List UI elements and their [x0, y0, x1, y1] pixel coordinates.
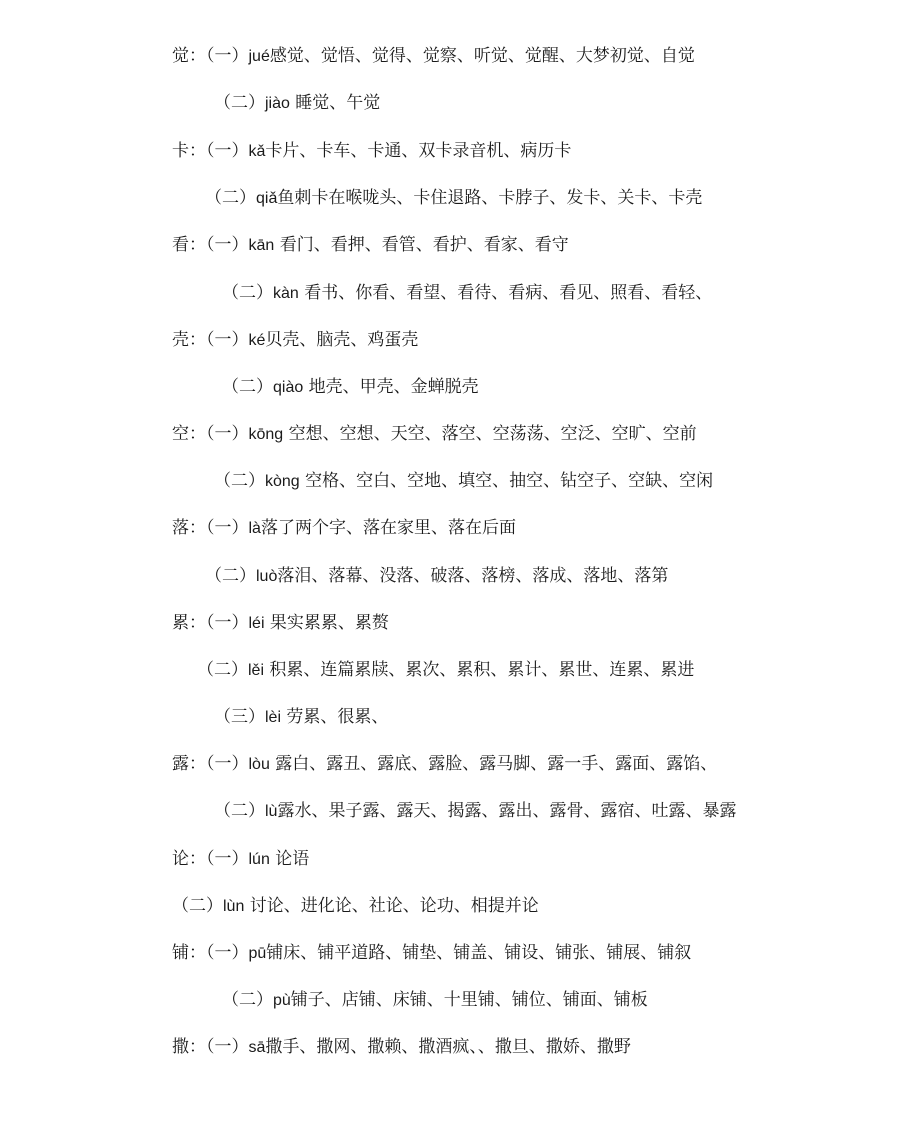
example-words: 空格、空白、空地、填空、抽空、钻空子、空缺、空闲 [299, 471, 714, 491]
example-words: 落泪、落幕、没落、破落、落榜、落成、落地、落第 [277, 566, 669, 586]
reading-number: （一） [206, 141, 249, 161]
pinyin: kōng [248, 426, 284, 443]
example-words: 睡觉、午觉 [289, 93, 381, 113]
reading-number: （一） [206, 424, 249, 444]
reading-number: （一） [206, 46, 249, 66]
pinyin: lùn [223, 898, 245, 915]
entry-character: 撒： [172, 1037, 206, 1057]
entry-character: 铺： [172, 943, 206, 963]
entry-character: 空： [172, 424, 206, 444]
entry-line [172, 941, 691, 965]
example-words: 露白、露丑、露底、露脸、露马脚、露一手、露面、露馅、 [269, 754, 718, 774]
reading-number: （二） [214, 471, 265, 491]
reading-number: （一） [206, 235, 249, 255]
entry-line [205, 186, 702, 210]
reading-number: （一） [206, 1037, 249, 1057]
pinyin: lèi [265, 709, 282, 726]
example-words: 感觉、觉悟、觉得、觉察、听觉、觉醒、大梦初觉、自觉 [269, 46, 695, 66]
entry-line [205, 564, 668, 588]
example-words: 地壳、甲壳、金蝉脱壳 [303, 377, 479, 397]
entry-line [172, 139, 571, 163]
reading-number: （一） [206, 943, 249, 963]
reading-number: （一） [206, 518, 249, 538]
reading-number: （二） [222, 283, 273, 303]
pinyin: lù [265, 803, 278, 820]
entry-line [172, 516, 516, 540]
pinyin: kàn [273, 285, 299, 302]
reading-number: （二） [205, 566, 256, 586]
pinyin: kān [248, 237, 275, 254]
example-words: 空想、空想、天空、落空、空荡荡、空泛、空旷、空前 [283, 424, 697, 444]
pinyin: kǎ [248, 143, 266, 160]
reading-number: （二） [214, 93, 265, 113]
example-words: 看书、你看、看望、看待、看病、看见、照看、看轻、 [298, 283, 713, 303]
entry-character: 卡： [172, 141, 206, 161]
entry-line [197, 658, 694, 682]
entry-character: 壳： [172, 330, 206, 350]
entry-line [172, 44, 695, 68]
entry-line [172, 233, 569, 257]
reading-number: （二） [197, 660, 248, 680]
pinyin: luò [256, 568, 278, 585]
example-words: 果实累累、累赘 [264, 613, 389, 633]
reading-number: （二） [222, 377, 273, 397]
example-words: 露水、果子露、露天、揭露、露出、露骨、露宿、吐露、暴露 [277, 801, 737, 821]
pinyin: ké [248, 332, 266, 349]
entry-character: 看： [172, 235, 206, 255]
entry-line [172, 422, 697, 446]
pinyin: qiǎ [256, 190, 278, 207]
entry-line [214, 705, 388, 729]
entry-line [214, 469, 713, 493]
pinyin: lún [248, 851, 270, 868]
reading-number: （二） [222, 990, 273, 1010]
reading-number: （一） [206, 849, 249, 869]
example-words: 铺子、店铺、床铺、十里铺、铺位、铺面、铺板 [290, 990, 648, 1010]
pinyin: qiào [273, 379, 304, 396]
pinyin: pū [248, 945, 267, 962]
pinyin: là [248, 520, 261, 537]
entry-line [222, 375, 479, 399]
example-words: 看门、看押、看管、看护、看家、看守 [274, 235, 569, 255]
entry-line [222, 281, 712, 305]
reading-number: （一） [206, 754, 249, 774]
pinyin: sā [248, 1039, 266, 1056]
pinyin: pù [273, 992, 291, 1009]
pinyin: léi [248, 615, 265, 632]
entry-line [222, 988, 648, 1012]
reading-number: （一） [206, 330, 249, 350]
entry-line [172, 328, 418, 352]
reading-number: （三） [214, 707, 265, 727]
example-words: 贝壳、脑壳、鸡蛋壳 [265, 330, 419, 350]
entry-line [172, 894, 539, 918]
example-words: 撒手、撒网、撒赖、撒酒疯、、撒旦、撒娇、撒野 [265, 1037, 631, 1057]
entry-line [172, 1035, 631, 1059]
pinyin: kòng [265, 473, 300, 490]
example-words: 劳累、很累、 [281, 707, 389, 727]
reading-number: （二） [172, 896, 223, 916]
example-words: 落了两个字、落在家里、落在后面 [260, 518, 516, 538]
entry-character: 落： [172, 518, 206, 538]
example-words: 讨论、进化论、社论、论功、相提并论 [244, 896, 539, 916]
example-words: 卡片、卡车、卡通、双卡录音机、病历卡 [265, 141, 572, 161]
reading-number: （二） [205, 188, 256, 208]
entry-character: 觉： [172, 46, 206, 66]
entry-line [172, 752, 717, 776]
entry-character: 累： [172, 613, 206, 633]
example-words: 鱼刺卡在喉咙头、卡住退路、卡脖子、发卡、关卡、卡壳 [277, 188, 703, 208]
example-words: 铺床、铺平道路、铺垫、铺盖、铺设、铺张、铺展、铺叙 [266, 943, 692, 963]
entry-line [214, 799, 736, 823]
entry-character: 论： [172, 849, 206, 869]
example-words: 积累、连篇累牍、累次、累积、累计、累世、连累、累进 [264, 660, 695, 680]
entry-line [172, 847, 309, 871]
reading-number: （二） [214, 801, 265, 821]
entry-line [214, 91, 380, 115]
reading-number: （一） [206, 613, 249, 633]
pinyin: jué [248, 48, 270, 65]
pinyin: lěi [248, 662, 265, 679]
example-words: 论语 [269, 849, 310, 869]
entry-line [172, 611, 389, 635]
pinyin: lòu [248, 756, 270, 773]
pinyin: jiào [265, 95, 290, 112]
entry-character: 露： [172, 754, 206, 774]
